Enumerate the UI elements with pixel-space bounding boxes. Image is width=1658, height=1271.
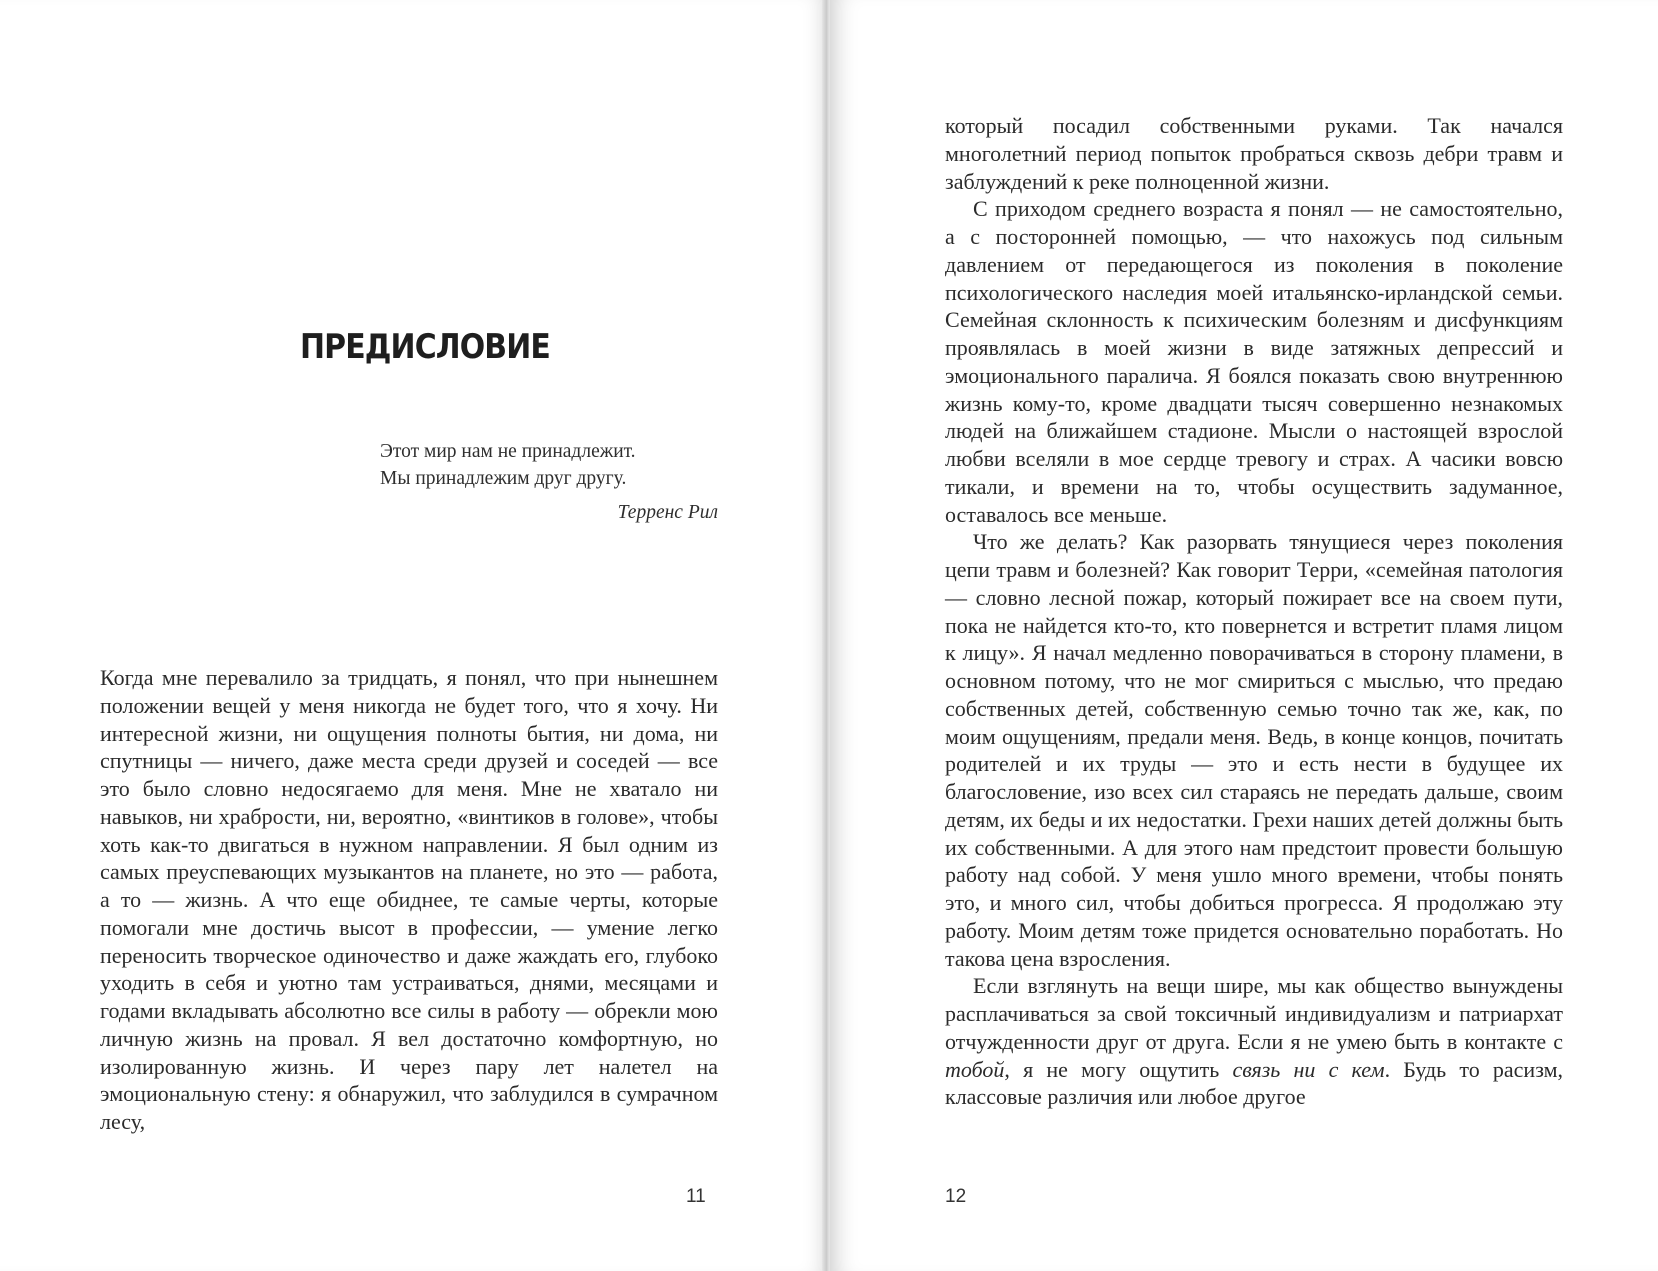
left-paragraph: Когда мне перевалило за тридцать, я понял, что при нынешнем положении вещей у меня никогда не будет того, что я хочу. Ни интересной жизни, ни ощущения полноты бытия, ни дома, ни спутницы — ничего, даже места среди друзей и соседей — все это было словно недосягаемо для меня. Мне не хватало ни навыков, ни храбрости, ни, вероятно, «винтиков в голове», чтобы хоть как-то двигаться в нужном направлении. Я был одним из самых преуспевающих музыкантов на планете, но это — работа, а то — жизнь. А что еще обиднее, те самые черты, которые помогали мне достичь высот в профессии, — умение легко переносить творческое одиночество и даже жаждать его, глубоко уходить в себя и уютно там устраиваться, днями, месяцами и годами вкладывать абсолютно все силы в работу — обрекли мою личную жизнь на провал. Я вел достаточно комфортную, но изолированную жизнь. И через пару лет налетел на эмоциональную стену: я обнаружил, что заблудился в сумрачном лесу,: [100, 665, 718, 1134]
left-body-text: [100, 664, 718, 1136]
right-body-text: [945, 112, 1563, 1111]
paragraph-4-text-a: Если взглянуть на вещи шире, мы как общество вынуждены расплачиваться за свой токсичный индивидуализм и патриархат отчужденности друг от друга. Если я не умею быть в контакте с: [945, 973, 1563, 1054]
paragraph-4-text-b: , я не могу ощутить: [1004, 1056, 1233, 1082]
epigraph-author: Терренс Рил: [617, 502, 718, 523]
page-number-left: 11: [686, 1186, 706, 1207]
epigraph-line-1: Этот мир нам не принадлежит.: [380, 441, 636, 462]
right-paragraph-3: Что же делать? Как разорвать тянущиеся через поколения цепи травм и болезней? Как говорит Терри, «семейная патология — словно лесной пожар, который пожирает все на своем пути, пока не найдется кто-то, кто повернется и встретит пламя лицом к лицу». Я начал медленно поворачиваться в сторону пламени, в основном потому, что не мог смириться с мыслью, что предаю собственных детей, собственную семью точно так же, как, по моим ощущениям, предали меня. Ведь, в конце концов, почитать родителей и их труды — это и есть нести в будущее их благословение, изо всех сил стараясь не передать дальше, своим детям, их беды и их недостатки. Грехи наших детей должны быть их собственными. А для этого нам предстоит провести большую работу над собой. У меня ушло много времени, чтобы понять это, и много сил, чтобы добиться прогресса. Я продолжаю эту работу. Моим детям тоже придется основательно поработать. Но такова цена взросления.: [945, 529, 1563, 971]
paragraph-4-italic-you: тобой: [945, 1056, 1005, 1082]
paragraph-4-text-c: . Будь то расизм, классовые различия или любое другое: [945, 1056, 1564, 1110]
epigraph-line-2: Мы принадлежим друг другу.: [380, 468, 627, 489]
right-paragraph-1: который посадил собственными руками. Так начался многолетний период попыток пробраться сквозь дебри травм и заблуждений к реке полноценной жизни.: [945, 113, 1563, 194]
paragraph-4-italic-connection: связь ни с кем: [1232, 1056, 1385, 1082]
right-paragraph-4: [945, 972, 1563, 1111]
right-paragraph-2: С приходом среднего возраста я понял — не самостоятельно, а с посторонней помощью, — что нахожусь под сильным давлением от передающегося из поколения в поколение психологического наследия моей итальянско-ирландской семьи. Семейная склонность к психическим болезням и дисфункциям проявлялась в моей жизни в виде затяжных депрессий и эмоционального паралича. Я боялся показать свою внутреннюю жизнь кому-то, кроме двадцати тысяч совершенно незнакомых людей на ближайшем стадионе. Мысли о настоящей взрослой любви вселяли в мое сердце тревогу и страх. А часики вовсю тикали, и времени на то, чтобы осуществить задуманное, оставалось все меньше.: [945, 196, 1563, 527]
left-page: [0, 0, 826, 1271]
page-number-right: 12: [945, 1186, 967, 1207]
epigraph: [380, 438, 718, 526]
chapter-title: ПРЕДИСЛОВИЕ: [300, 327, 550, 367]
